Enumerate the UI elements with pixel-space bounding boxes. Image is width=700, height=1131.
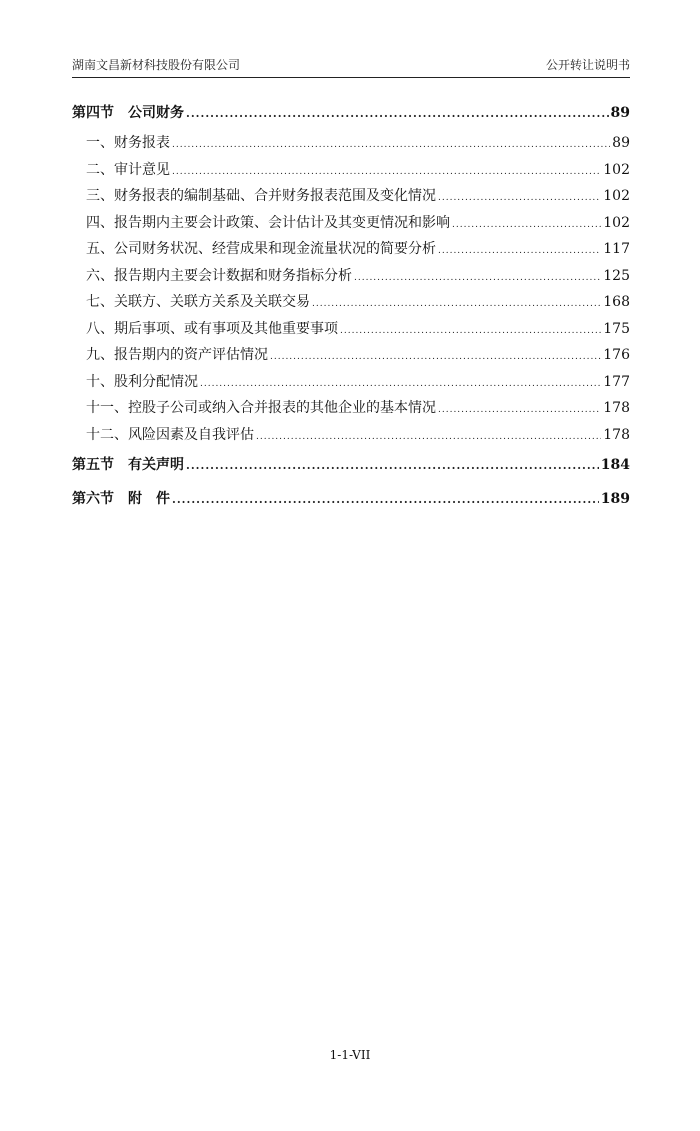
toc-dot-leader [438,185,601,212]
toc-dot-leader [256,424,601,451]
toc-item-title: 四、报告期内主要会计政策、会计估计及其变更情况和影响 [86,214,450,231]
toc-item[interactable] [72,369,630,396]
toc-item-title: 七、关联方、关联方关系及关联交易 [86,294,310,310]
toc-dot-leader [172,159,601,186]
toc-item-title: 五、公司财务状况、经营成果和现金流量状况的简要分析 [86,241,436,257]
page-header [72,52,630,72]
toc-dot-leader [172,483,599,517]
toc-section-5[interactable] [72,448,630,482]
toc-item-title: 一、财务报表 [86,135,170,151]
toc-section-4[interactable] [72,96,630,130]
toc-section-title: 第四节 公司财务 [72,105,184,121]
toc-dot-leader [340,318,601,345]
toc-item-title: 三、财务报表的编制基础、合并财务报表范围及变化情况 [86,188,436,204]
toc-dot-leader [270,344,601,371]
toc-item[interactable] [72,263,630,290]
toc-dot-leader [438,238,601,265]
toc-section-title: 第六节 附 件 [72,491,170,507]
toc-dot-leader [438,397,601,424]
toc-item[interactable] [72,289,630,316]
toc-dot-leader [312,291,601,318]
toc-page-number: 184 [600,457,630,473]
toc-page-number: 102 [603,214,630,231]
toc-dot-leader [186,449,599,483]
toc-item-title: 二、审计意见 [86,161,170,178]
toc-page-number: 177 [603,373,630,390]
toc-page-number: 168 [603,294,630,310]
toc-dot-leader [172,132,610,159]
toc-dot-leader [354,265,601,292]
toc-page-number: 89 [610,105,630,121]
toc-dot-leader [200,371,601,398]
toc-dot-leader [452,212,601,239]
toc-page-number: 176 [603,347,630,363]
toc-item-title: 八、期后事项、或有事项及其他重要事项 [86,320,338,337]
toc-item[interactable] [72,210,630,237]
toc-item[interactable] [72,342,630,369]
page-footer-number: 1-1-VII [329,1048,371,1062]
toc-item[interactable] [72,316,630,343]
toc-item-title: 十、股利分配情况 [86,373,198,390]
toc-page-number: 178 [603,426,630,443]
toc-item[interactable] [72,183,630,210]
toc-item[interactable] [72,157,630,184]
toc-page-number: 175 [603,320,630,337]
table-of-contents [72,96,630,516]
toc-item-title: 六、报告期内主要会计数据和财务指标分析 [86,267,352,284]
toc-item-title: 十一、控股子公司或纳入合并报表的其他企业的基本情况 [86,400,436,416]
header-document-type: 公开转让说明书 [545,58,630,72]
toc-page-number: 125 [603,267,630,284]
toc-item-title: 九、报告期内的资产评估情况 [86,347,268,363]
toc-page-number: 117 [603,241,630,257]
toc-page-number: 178 [603,400,630,416]
toc-item[interactable] [72,395,630,422]
toc-item[interactable] [72,236,630,263]
toc-page-number: 102 [603,188,630,204]
toc-item[interactable] [72,422,630,449]
toc-page-number: 89 [612,135,630,151]
toc-section-title: 第五节 有关声明 [72,457,184,473]
toc-item[interactable] [72,130,630,157]
toc-dot-leader [186,97,609,131]
header-company-name: 湖南文昌新材科技股份有限公司 [72,58,241,72]
toc-section-6[interactable] [72,482,630,516]
toc-page-number: 102 [603,161,630,178]
toc-item-title: 十二、风险因素及自我评估 [86,426,254,443]
toc-page-number: 189 [600,491,630,507]
header-divider [72,77,630,78]
